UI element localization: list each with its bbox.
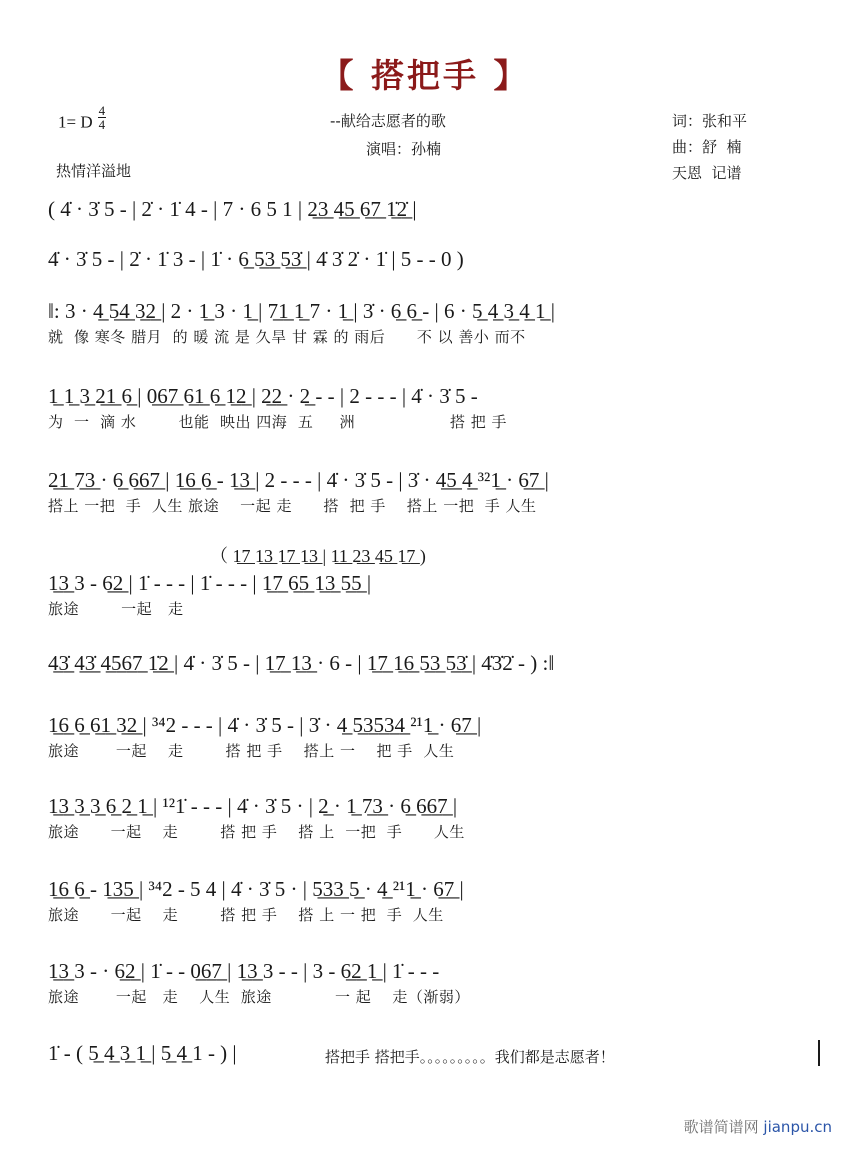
credit-lyricist: 词：张和平: [672, 112, 748, 130]
credit-transcriber: 天恩 记谱: [672, 164, 742, 182]
score-line: [48, 793, 804, 842]
score-notes: 1̲6̲ 6̲ - 1̲3̲5̲ | ³⁴2 - 5 4 | 4̇ · 3̇ 5 · | 5̲3̲3̲ 5̲ · 4̲ ²¹1̲ · 6̲7̲ |: [48, 877, 464, 901]
score-line: [48, 650, 804, 678]
score-notes: 1̲3̲ 3̲ 3̲ 6̲ 2̲ 1̲ | ¹²1̇ - - - | 4̇ · 3̇ 5 · | 2̲ · 1̲ 7̲3̲ · 6̲ 6̲6̲7̲ |: [48, 794, 458, 818]
score-line: [48, 383, 804, 432]
score-line: [48, 246, 804, 274]
expression-mark: 热情洋溢地: [56, 162, 132, 180]
score-lyrics: 旅途 一起 走 搭 把 手 搭 上 一把 手 人生: [48, 823, 465, 842]
page-title: 【 搭把手 】: [320, 56, 530, 95]
score-notes: ( 4̇ · 3̇ 5 - | 2̇ · 1̇ 4 - | 7 · 6 5 1 | 2̲3̲ 4̲5̲ 6̲7̲ 1̲̇2̲̇ |: [48, 197, 417, 221]
score-line: [48, 958, 804, 1007]
key-signature-text: 1= D: [58, 112, 93, 132]
key-signature: [58, 104, 106, 132]
score-line: [48, 298, 804, 347]
score-line-interlude: [210, 545, 690, 568]
score-notes: 1̲3̲ 3 - · 6̲2̲ | 1̇ - - 0̲6̲7̲ | 1̲3̲ 3 - - | 3 - 6̲2̲ 1̲ | 1̇ - - -: [48, 959, 440, 983]
score-line: [48, 467, 804, 516]
watermark-site-url: jianpu.cn: [763, 1118, 832, 1136]
score-lyrics: 旅途 一起 走 人生 旅途 一 起 走（渐弱）: [48, 988, 470, 1007]
score-notes: ‖: 3 · 4̲ 5̲4̲ 3̲2̲ | 2 · 1̲ 3 · 1̲ | 7̲1̲ 1̲ 7 · 1̲ | 3̇ · 6̲ 6̲ - | 6 · 5̲ 4̲ 3̲ 4̲ 1̲ |: [48, 299, 555, 323]
score-line: [48, 196, 804, 224]
score-lyrics: 旅途 一起 走: [48, 600, 184, 619]
score-lyrics: 为 一 滴 水 也能 映出 四海 五 洲 搭 把 手: [48, 413, 508, 432]
score-notes: 4̲3̲̇ 4̲3̲̇ 4̲5̲6̲7̲ 1̲̇2̲ | 4̇ · 3̇ 5 - | 1̲7̲ 1̲3̲ · 6 - | 1̲7̲ 1̲6̲ 5̲3̲ 5̲3̲̇ | 4̇3̇2̇ - ) :‖: [48, 651, 555, 675]
subtitle-dedication: --献给志愿者的歌: [330, 112, 446, 130]
performer-line: 演唱：孙楠: [366, 140, 442, 158]
score-lyrics: 搭上 一把 手 人生 旅途 一起 走 搭 把 手 搭上 一把 手 人生: [48, 497, 537, 516]
score-notes: 2̲1̲ 7̲3̲ · 6̲ 6̲6̲7̲ | 1̲6̲ 6̲ - 1̲3̲ | 2 - - - | 4̇ · 3̇ 5 - | 3̇ · 4̲5̲ 4̲ ³²1̲ · 6̲7̲ |: [48, 468, 549, 492]
ending-spoken-text: 搭把手 搭把手。。。。。。。。。我们都是志愿者！: [325, 1048, 615, 1066]
credit-composer: 曲：舒 楠: [672, 138, 742, 156]
score-notes: 1̲6̲ 6̲ 6̲1̲ 3̲2̲ | ³⁴2 - - - | 4̇ · 3̇ 5 - | 3̇ · 4̲ 5̲3̲5̲3̲4̲ ²¹1̲ · 6̲7̲ |: [48, 713, 482, 737]
score-lyrics: 就 像 寒冬 腊月 的 暖 流 是 久旱 甘 霖 的 雨后 不 以 善小 而不: [48, 328, 526, 347]
score-notes: （ 1̲7̲ 1̲3̲ 1̲7̲ 1̲3̲ | 1̲1̲ 2̲3̲ 4̲5̲ 1̲7̲ ): [210, 546, 426, 566]
score-line: [48, 570, 804, 619]
time-signature: [98, 104, 107, 132]
score-line: [48, 712, 804, 761]
score-notes: 4̇ · 3̇ 5 - | 2̇ · 1̇ 3 - | 1̇ · 6̲ 5̲3̲ 5̲3̲̇ | 4̇ 3̇ 2̇ · 1̇ | 5 - - 0 ): [48, 247, 464, 271]
watermark-site-name: 歌谱简谱网: [683, 1118, 759, 1136]
score-notes: 1̇ - ( 5̲ 4̲ 3̲ 1̲ | 5̲ 4̲ 1 - ) |: [48, 1041, 237, 1065]
watermark: [684, 1116, 832, 1137]
score-lyrics: 旅途 一起 走 搭 把 手 搭上 一 把 手 人生: [48, 742, 455, 761]
score-notes: 1̲ 1̲ 3̲ 2̲1̲ 6̲ | 0̲6̲7̲ 6̲1̲ 6̲ 1̲2̲ | 2̲2̲ · 2̲ - - | 2 - - - | 4̇ · 3̇ 5 -: [48, 384, 478, 408]
time-signature-denominator: 4: [98, 117, 106, 133]
time-signature-numerator: 4: [98, 103, 106, 118]
score-notes: 1̲3̲ 3 - 6̲2̲ | 1̇ - - - | 1̇ - - - | 1̲7̲ 6̲5̲ 1̲3̲ 5̲5̲ |: [48, 571, 372, 595]
final-barline: [818, 1040, 820, 1066]
score-line: [48, 876, 804, 925]
score-lyrics: 旅途 一起 走 搭 把 手 搭 上 一 把 手 人生: [48, 906, 444, 925]
